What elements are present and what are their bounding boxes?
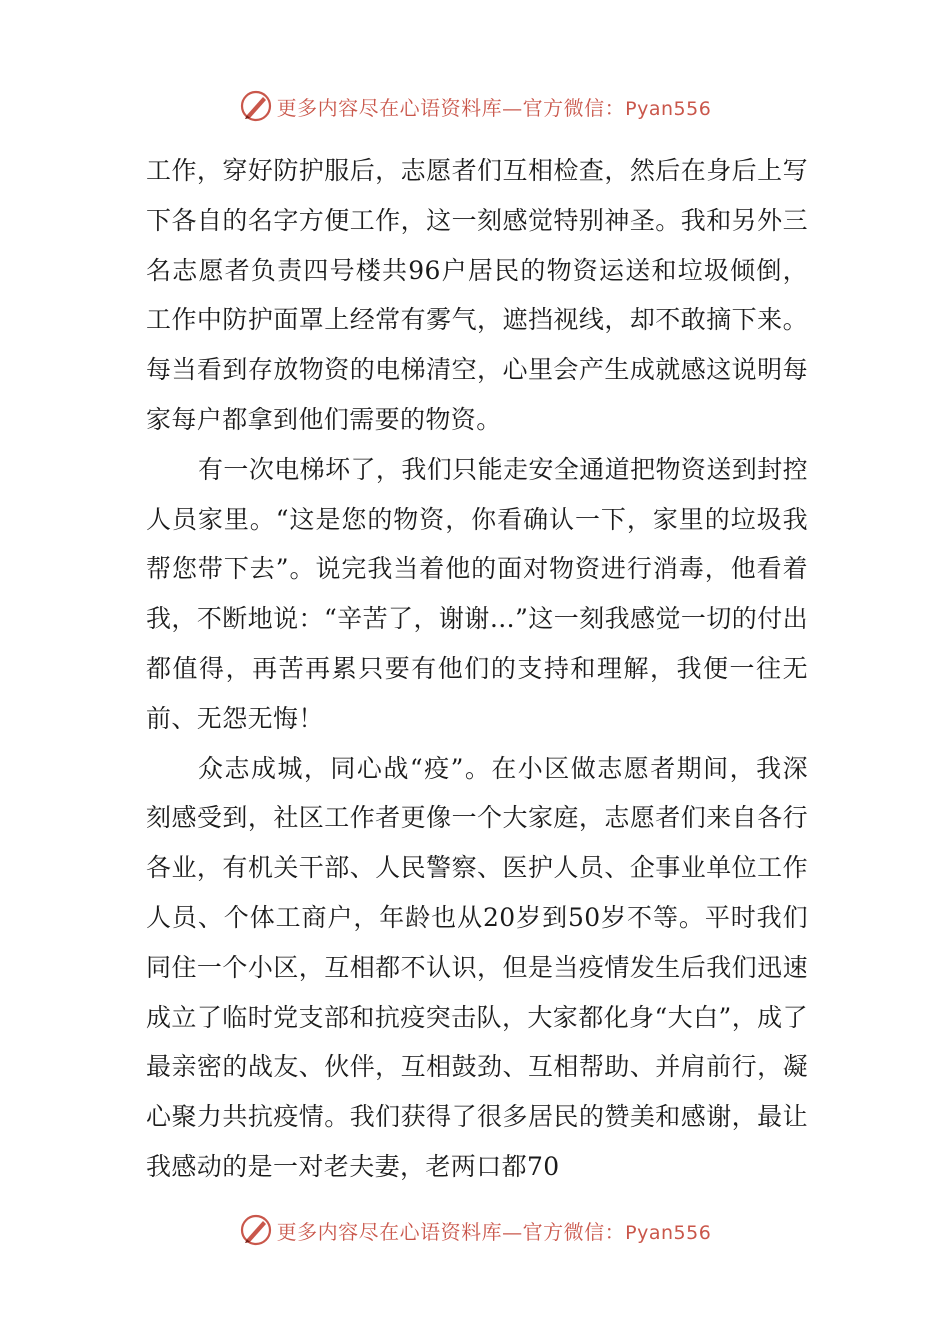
pen-logo-icon — [239, 1213, 273, 1247]
header-watermark — [0, 86, 950, 126]
watermark-text: 更多内容尽在心语资料库—官方微信：Pyan556 — [276, 95, 712, 120]
paragraph: 工作，穿好防护服后，志愿者们互相检查，然后在身后上写下各自的名字方便工作，这一刻感觉特别神圣。我和另外三名志愿者负责四号楼共96户居民的物资运送和垃圾倾倒，工作中防护面罩上经常有雾气，遮挡视线，却不敢摘下来。每当看到存放物资的电梯清空，心里会产生成就感这说明每家每户都拿到他们需要的物资。 — [146, 156, 808, 434]
pen-logo-icon — [239, 89, 273, 123]
paragraph: 有一次电梯坏了，我们只能走安全通道把物资送到封控人员家里。“这是您的物资，你看确认一下，家里的垃圾我帮您带下去”。说完我当着他的面对物资进行消毒，他看着我，不断地说：“辛苦了，谢谢…”这一刻我感觉一切的付出都值得，再苦再累只要有他们的支持和理解，我便一往无前、无怨无悔！ — [146, 454, 808, 733]
paragraph: 众志成城，同心战“疫”。在小区做志愿者期间，我深刻感受到，社区工作者更像一个大家庭，志愿者们来自各行各业，有机关干部、人民警察、医护人员、企事业单位工作人员、个体工商户，年龄也从20岁到50岁不等。平时我们同住一个小区，互相都不认识，但是当疫情发生后我们迅速成立了临时党支部和抗疫突击队，大家都化身“大白”，成了最亲密的战友、伙伴，互相鼓劲、互相帮助、并肩前行，凝心聚力共抗疫情。我们获得了很多居民的赞美和感谢，最让我感动的是一对老夫妻，老两口都70 — [146, 753, 808, 1181]
document-body — [146, 146, 808, 1196]
watermark-text: 更多内容尽在心语资料库—官方微信：Pyan556 — [276, 1219, 712, 1244]
footer-watermark — [0, 1210, 950, 1250]
